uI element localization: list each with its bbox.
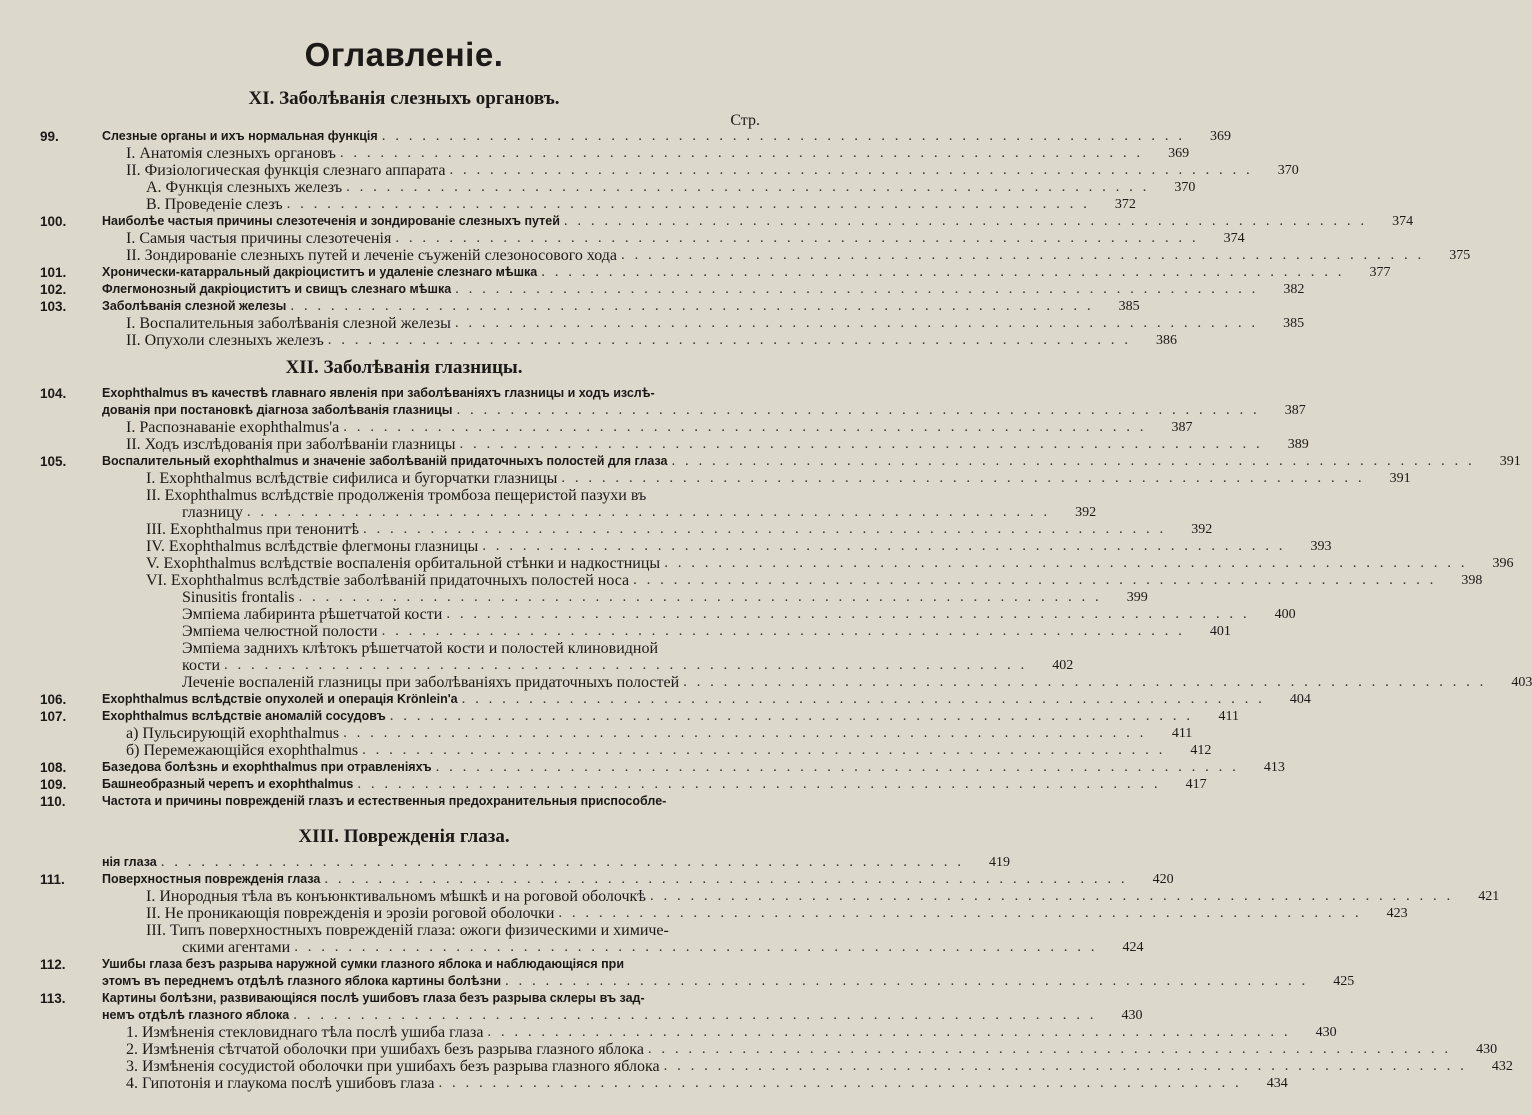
entry-title: немъ отдѣлѣ глазного яблока (102, 1008, 290, 1022)
toc-entry (36, 247, 1471, 264)
entry-title: дованія при постановкѣ діагноза заболѣванія глазницы (102, 403, 453, 417)
entry-title: нія глаза (102, 855, 157, 869)
entry-page-number: 385 (1283, 316, 1305, 331)
entry-title: кости (182, 657, 221, 674)
dot-leader (664, 555, 1467, 572)
dot-leader (439, 1075, 1242, 1092)
page-title: Оглавленіе. (304, 36, 504, 73)
toc-entry (36, 487, 772, 504)
dot-leader (343, 419, 1146, 436)
entry-title: В. Проведеніе слезъ (146, 196, 283, 213)
dot-leader (224, 657, 1027, 674)
entry-number: 109. (40, 777, 67, 792)
entry-page-number: 430 (1315, 1025, 1337, 1040)
entry-title: II. Зондированіе слезныхъ путей и леченіе съуженій слезоносового хода (126, 247, 618, 264)
entry-page-number: 411 (1218, 709, 1239, 724)
toc-entry (36, 939, 1144, 956)
toc-entry (36, 315, 1305, 332)
toc-entry (36, 973, 1355, 990)
toc-entry (36, 623, 1231, 640)
toc-entry (36, 1041, 1498, 1058)
toc-entry (36, 230, 1245, 247)
entry-title: I. Распознаваніе exophthalmus'a (126, 419, 340, 436)
entry-page-number: 392 (1191, 522, 1213, 537)
entry-title: Воспалительный exophthalmus и значеніе заболѣваній придаточныхъ полостей для глаза (102, 454, 668, 468)
dot-leader (671, 453, 1474, 470)
entry-title: Sinusitis frontalis (182, 589, 295, 606)
entry-title: II. Физіологическая функція слезнаго аппарата (126, 162, 446, 179)
toc-entry (36, 888, 1500, 905)
toc-entry (36, 521, 1213, 538)
entry-page-number: 393 (1310, 539, 1332, 554)
entry-title: Ушибы глаза безъ разрыва наружной сумки глазного яблока и наблюдающіяся при (102, 957, 625, 971)
dot-leader (648, 1041, 1451, 1058)
entry-number: 103. (40, 299, 67, 314)
entry-number: 101. (40, 265, 67, 280)
entry-title: III. Типъ поверхностныхъ поврежденій глаза: ожоги физическими и химиче- (146, 922, 669, 939)
entry-page-number: 382 (1283, 282, 1305, 297)
toc-entry (36, 759, 1285, 776)
entry-page-number: 386 (1155, 333, 1177, 348)
entry-title: А. Функція слезныхъ железъ (146, 179, 343, 196)
entry-title: Эмпіема заднихъ клѣтокъ рѣшетчатой кости и полостей клиновидной (182, 640, 659, 657)
toc-entry (36, 281, 1305, 298)
entry-title: V. Exophthalmus вслѣдствіе воспаленія орбитальной стѣнки и надкостницы (146, 555, 661, 572)
dot-leader (290, 298, 1093, 315)
entry-number: 110. (40, 794, 66, 809)
entry-title: Наиболѣе частыя причины слезотеченія и зондированіе слезныхъ путей (102, 214, 560, 228)
entry-title: Хронически-катарральный дакріоциститъ и удаленіе слезнаго мѣшка (102, 265, 538, 279)
entry-page-number: 425 (1333, 974, 1355, 989)
toc-block-xi (36, 128, 1471, 349)
entry-page-number: 420 (1152, 872, 1174, 887)
toc-entry (36, 708, 1239, 725)
toc-entry (36, 1058, 1513, 1075)
toc-entry (36, 742, 1212, 759)
entry-title: Exophthalmus вслѣдствіе аномалій сосудовъ (102, 709, 386, 723)
entry-number: 100. (40, 214, 67, 229)
entry-title: Exophthalmus въ качествѣ главнаго явленія при заболѣваніяхъ глазницы и ходъ изслѣ- (102, 386, 655, 400)
entry-page-number: 385 (1118, 299, 1140, 314)
entry-number: 102. (40, 282, 67, 297)
toc-entry (36, 640, 772, 657)
entry-page-number: 419 (988, 855, 1010, 870)
dot-leader (664, 1058, 1467, 1075)
toc-entry (36, 436, 1309, 453)
toc-entry (36, 402, 1306, 419)
entry-title: II. Exophthalmus вслѣдствіе продолженія тромбоза пещеристой пазухи въ (146, 487, 647, 504)
dot-leader (561, 470, 1364, 487)
entry-title: Картины болѣзни, развивающіяся послѣ ушибовъ глаза безъ разрыва склеры въ зад- (102, 991, 645, 1005)
toc-entry (36, 691, 1311, 708)
dot-leader (343, 725, 1146, 742)
toc-entry (36, 264, 1391, 281)
entry-page-number: 423 (1386, 906, 1408, 921)
entry-title: Exophthalmus вслѣдствіе опухолей и операція Krönlein'a (102, 692, 458, 706)
entry-page-number: 430 (1476, 1042, 1498, 1057)
toc-entry (36, 504, 1097, 521)
dot-leader (298, 589, 1101, 606)
entry-title: глазницу (182, 504, 243, 521)
dot-leader (382, 623, 1185, 640)
toc-entry (36, 332, 1177, 349)
entry-number: 107. (40, 709, 67, 724)
dot-leader (455, 281, 1258, 298)
dot-leader (650, 888, 1453, 905)
entry-title: Эмпіема челюстной полости (182, 623, 378, 640)
toc-entry (36, 128, 1231, 145)
dot-leader (446, 606, 1249, 623)
entry-page-number: 430 (1121, 1008, 1143, 1023)
entry-number: 104. (40, 386, 67, 401)
section-heading: XIII. Поврежденія глаза. (298, 826, 510, 847)
dot-leader (460, 436, 1263, 453)
dot-leader (328, 332, 1131, 349)
dot-leader (482, 538, 1285, 555)
entry-title: Флегмонозный дакріоциститъ и свищъ слезнаго мѣшка (102, 282, 452, 296)
dot-leader (362, 742, 1165, 759)
entry-page-number: 375 (1449, 248, 1471, 263)
entry-page-number: 412 (1190, 743, 1212, 758)
toc-entry (36, 725, 1193, 742)
entry-title: б) Перемежающійся exophthalmus (126, 742, 359, 759)
entry-page-number: 396 (1492, 556, 1514, 571)
toc-block-xiii (36, 854, 1513, 1092)
entry-number: 105. (40, 454, 67, 469)
page-column-header: Стр. (730, 112, 760, 129)
entry-page-number: 403 (1511, 675, 1532, 690)
dot-leader (340, 145, 1143, 162)
dot-leader (564, 213, 1367, 230)
dot-leader (505, 973, 1308, 990)
dot-leader (390, 708, 1193, 725)
toc-entry (36, 905, 1408, 922)
dot-leader (161, 854, 964, 871)
dot-leader (462, 691, 1265, 708)
entry-title: Базедова болѣзнь и exophthalmus при отравленіяхъ (102, 760, 432, 774)
entry-title: Леченіе воспаленій глазницы при заболѣваніяхъ придаточныхъ полостей (182, 674, 680, 691)
toc-entry (36, 453, 1521, 470)
toc-entry (36, 555, 1514, 572)
entry-page-number: 377 (1369, 265, 1391, 280)
entry-title: Поверхностныя поврежденія глаза (102, 872, 321, 886)
entry-page-number: 370 (1174, 180, 1196, 195)
entry-page-number: 401 (1209, 624, 1231, 639)
entry-title: Башнеобразный черепъ и exophthalmus (102, 777, 354, 791)
toc-entry (36, 538, 1332, 555)
entry-page-number: 369 (1168, 146, 1190, 161)
entry-number: 108. (40, 760, 67, 775)
dot-leader (324, 871, 1127, 888)
entry-title: II. Опухоли слезныхъ железъ (126, 332, 324, 349)
toc-entry (36, 956, 772, 973)
entry-page-number: 411 (1171, 726, 1193, 741)
entry-number: 113. (40, 991, 66, 1006)
section-heading: XI. Заболѣванія слезныхъ органовъ. (248, 88, 560, 109)
entry-title: 2. Измѣненія сѣтчатой оболочки при ушибахъ безъ разрыва глазного яблока (126, 1041, 644, 1058)
dot-leader (293, 1007, 1096, 1024)
entry-page-number: 387 (1171, 420, 1193, 435)
entry-page-number: 391 (1499, 454, 1521, 469)
entry-title: этомъ въ переднемъ отдѣлѣ глазного яблока картины болѣзни (102, 974, 502, 988)
entry-number: 99. (40, 129, 59, 144)
entry-page-number: 387 (1284, 403, 1306, 418)
entry-title: I. Самыя частыя причины слезотеченія (126, 230, 392, 247)
dot-leader (247, 504, 1050, 521)
toc-entry (36, 589, 1148, 606)
entry-title: I. Воспалительныя заболѣванія слезной железы (126, 315, 451, 332)
entry-title: II. Не проникающія поврежденія и эрозіи роговой оболочки (146, 905, 555, 922)
toc-block-xii (36, 385, 1532, 810)
dot-leader (683, 674, 1486, 691)
toc-entry (36, 871, 1174, 888)
entry-title: 3. Измѣненія сосудистой оболочки при ушибахъ безъ разрыва глазного яблока (126, 1058, 660, 1075)
entry-title: Слезные органы и ихъ нормальная функція (102, 129, 378, 143)
toc-entry (36, 606, 1296, 623)
entry-page-number: 389 (1287, 437, 1309, 452)
entry-page-number: 370 (1277, 163, 1299, 178)
entry-page-number: 398 (1461, 573, 1483, 588)
dot-leader (558, 905, 1361, 922)
toc-entry (36, 162, 1299, 179)
entry-title: VI. Exophthalmus вслѣдствіе заболѣваній придаточныхъ полостей носа (146, 572, 630, 589)
dot-leader (395, 230, 1198, 247)
entry-page-number: 391 (1389, 471, 1411, 486)
entry-page-number: 434 (1266, 1076, 1288, 1091)
entry-page-number: 374 (1223, 231, 1245, 246)
entry-page-number: 421 (1478, 889, 1500, 904)
toc-entry (36, 213, 1414, 230)
toc-entry (36, 470, 1411, 487)
entry-title: Заболѣванія слезной железы (102, 299, 287, 313)
entry-title: I. Анатомія слезныхъ органовъ (126, 145, 336, 162)
toc-entry (36, 298, 1140, 315)
dot-leader (346, 179, 1149, 196)
dot-leader (456, 402, 1259, 419)
entry-page-number: 392 (1075, 505, 1097, 520)
toc-entry (36, 1075, 1288, 1092)
toc-entry (36, 1024, 1337, 1041)
entry-number: 111. (40, 872, 65, 887)
dot-leader (294, 939, 1097, 956)
entry-page-number: 432 (1491, 1059, 1513, 1074)
entry-number: 112. (40, 957, 66, 972)
entry-page-number: 369 (1209, 129, 1231, 144)
dot-leader (455, 315, 1258, 332)
dot-leader (487, 1024, 1290, 1041)
dot-leader (382, 128, 1185, 145)
toc-entry (36, 1007, 1143, 1024)
dot-leader (621, 247, 1424, 264)
entry-title: а) Пульсирующій exophthalmus (126, 725, 340, 742)
toc-entry (36, 854, 1010, 871)
entry-page-number: 402 (1052, 658, 1074, 673)
entry-page-number: 372 (1114, 197, 1136, 212)
entry-title: скими агентами (182, 939, 291, 956)
dot-leader (436, 759, 1239, 776)
toc-entry (36, 793, 772, 810)
entry-title: 1. Измѣненія стекловиднаго тѣла послѣ ушиба глаза (126, 1024, 484, 1041)
entry-title: Эмпіема лабиринта рѣшетчатой кости (182, 606, 443, 623)
entry-page-number: 424 (1122, 940, 1144, 955)
entry-number: 106. (40, 692, 67, 707)
toc-entry (36, 179, 1196, 196)
entry-page-number: 374 (1392, 214, 1414, 229)
toc-entry (36, 419, 1193, 436)
entry-title: III. Exophthalmus при тенонитѣ (146, 521, 360, 538)
dot-leader (287, 196, 1090, 213)
toc-entry (36, 990, 772, 1007)
entry-page-number: 413 (1263, 760, 1285, 775)
toc-entry (36, 776, 1207, 793)
entry-title: II. Ходъ изслѣдованія при заболѣваніи глазницы (126, 436, 456, 453)
toc-entry (36, 385, 772, 402)
entry-title: I. Инородныя тѣла въ конъюнктивальномъ мѣшкѣ и на роговой оболочкѣ (146, 888, 646, 905)
toc-entry (36, 196, 1136, 213)
entry-page-number: 404 (1289, 692, 1311, 707)
entry-page-number: 417 (1185, 777, 1207, 792)
dot-leader (633, 572, 1436, 589)
section-heading: XII. Заболѣванія глазницы. (285, 357, 523, 378)
toc-entry (36, 145, 1190, 162)
dot-leader (363, 521, 1166, 538)
toc-entry (36, 572, 1483, 589)
entry-title: IV. Exophthalmus вслѣдствіе флегмоны глазницы (146, 538, 479, 555)
toc-entry (36, 922, 772, 939)
entry-title: 4. Гипотонія и глаукома послѣ ушибовъ глаза (126, 1075, 435, 1092)
entry-page-number: 400 (1274, 607, 1296, 622)
dot-leader (357, 776, 1160, 793)
entry-page-number: 399 (1126, 590, 1148, 605)
dot-leader (449, 162, 1252, 179)
entry-title: Частота и причины поврежденій глазъ и естественныя предохранительныя приспособле- (102, 794, 667, 808)
entry-title: I. Exophthalmus вслѣдствіе сифилиса и бугорчатки глазницы (146, 470, 558, 487)
dot-leader (541, 264, 1344, 281)
toc-entry (36, 674, 1532, 691)
toc-entry (36, 657, 1074, 674)
